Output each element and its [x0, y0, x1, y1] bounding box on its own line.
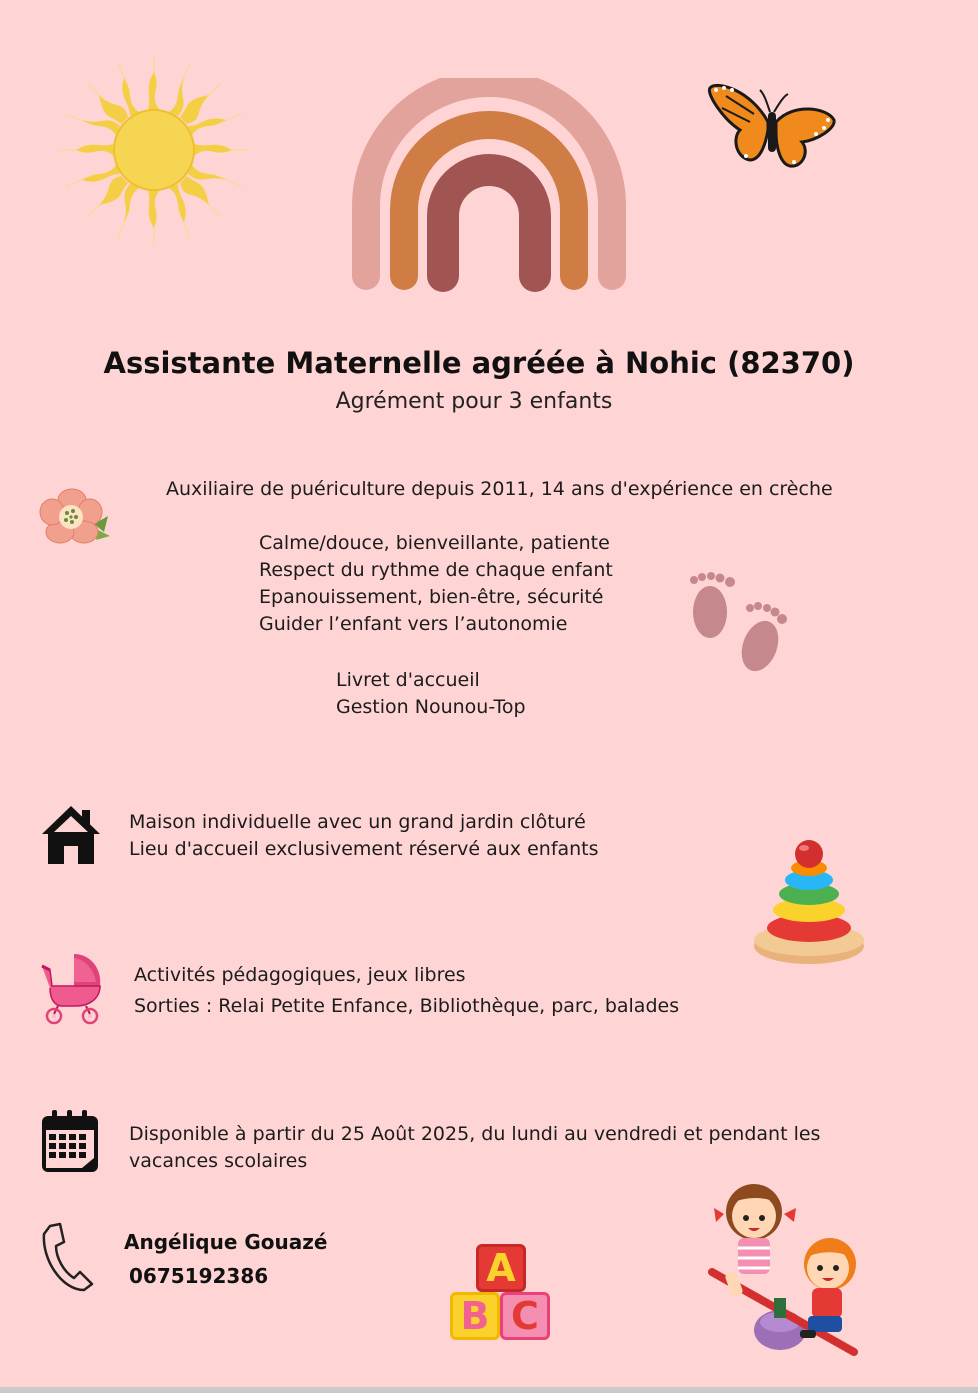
activity-line: Sorties : Relai Petite Enfance, Bibliothèque, parc, balades [134, 995, 680, 1017]
block-c: C [500, 1292, 550, 1340]
phone-icon [40, 1222, 94, 1292]
block-b: B [450, 1292, 500, 1340]
home-description [129, 809, 599, 863]
activity-line: Activités pédagogiques, jeux libres [134, 964, 466, 986]
flower-icon [38, 486, 114, 548]
quality-item: Respect du rythme de chaque enfant [259, 559, 613, 581]
contact-name: Angélique Gouazé [124, 1230, 328, 1254]
experience-text: Auxiliaire de puériculture depuis 2011, 14 ans d'expérience en crèche [166, 478, 833, 500]
page-title: Assistante Maternelle agréée à Nohic (82370) [103, 346, 855, 380]
availability-description [129, 1121, 820, 1175]
page-subtitle: Agrément pour 3 enfants [335, 389, 613, 414]
home-line: Lieu d'accueil exclusivement réservé aux enfants [129, 838, 599, 860]
availability-line: vacances scolaires [129, 1150, 308, 1172]
stroller-icon [40, 952, 106, 1026]
butterfly-icon [706, 80, 841, 175]
house-icon [40, 804, 102, 866]
abc-blocks-icon [448, 1242, 554, 1342]
documents-list [336, 667, 526, 721]
seesaw-kids-icon [704, 1180, 870, 1362]
quality-item: Guider l’enfant vers l’autonomie [259, 613, 568, 635]
contact-phone: 0675192386 [129, 1264, 269, 1288]
footprints-icon [686, 570, 796, 680]
qualities-list [259, 530, 613, 638]
block-a: A [476, 1244, 526, 1292]
sun-icon [42, 45, 262, 265]
document-item: Gestion Nounou-Top [336, 696, 526, 718]
home-line: Maison individuelle avec un grand jardin clôturé [129, 811, 586, 833]
rainbow-icon [340, 78, 640, 298]
availability-line: Disponible à partir du 25 Août 2025, du lundi au vendredi et pendant les [129, 1123, 821, 1145]
page-bottom-bar [0, 1387, 978, 1393]
quality-item: Epanouissement, bien-être, sécurité [259, 586, 604, 608]
calendar-icon [40, 1108, 100, 1174]
quality-item: Calme/douce, bienveillante, patiente [259, 532, 610, 554]
stacking-rings-icon [750, 836, 868, 968]
activities-description [134, 960, 679, 1022]
document-item: Livret d'accueil [336, 669, 480, 691]
